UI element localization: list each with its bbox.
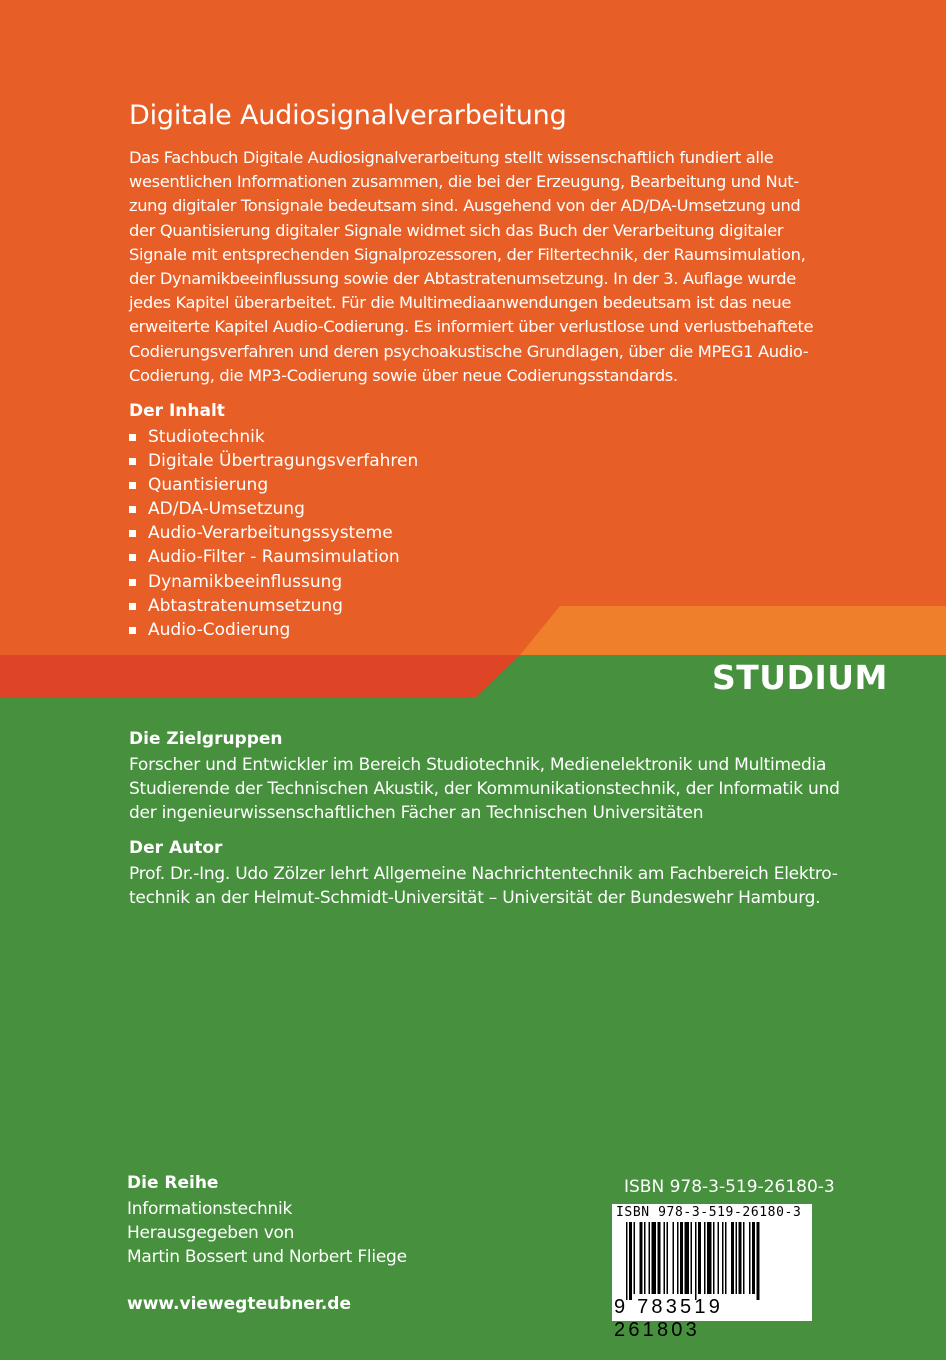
barcode-bar (652, 1222, 657, 1294)
barcode-bar (680, 1222, 683, 1294)
barcode-bar (673, 1222, 675, 1294)
barcode-bar (749, 1222, 751, 1294)
intro-paragraph: Das Fachbuch Digitale Audiosignalverarbeitung stellt wissenschaftlich fundiert alle wesentlichen Informationen zusammen, die bei der Erzeugung, Bearbeitung und Nut- zung digitaler Tonsignale bedeutsam sind. Ausgehend von der AD/DA-Umsetzung und der Quantisierung digitaler Signale widmet sich das Buch der Verarbeitung digitaler Signale mit entsprechenden Signalprozessoren, der Filtertechnik, der Raumsimulation, der Dynamikbeeinflussung sowie der Abtastratenumsetzung. In der 3. Auflage wurde jedes Kapitel überarbeitet. Für die Multimediaanwendungen bedeutsam ist das neue erweiterte Kapitel Audio-Codierung. Es informiert über verlustlose und verlustbehaftete Codierungsverfahren und deren psychoakustische Grundlagen, über die MPEG1 Audio- Codierung, die MP3-Codierung sowie über neue Codierungsstandards. (129, 148, 814, 385)
barcode-bar (698, 1222, 701, 1294)
list-item: AD/DA-Umsetzung (129, 497, 418, 521)
list-item: Quantisierung (129, 473, 418, 497)
inhalt-heading: Der Inhalt (129, 401, 225, 421)
autor-text: Prof. Dr.-Ing. Udo Zölzer lehrt Allgemeine Nachrichtentechnik am Fachbereich Elektro- technik an der Helmut-Schmidt-Universität – Universität der Bundeswehr Hamburg. (129, 864, 838, 909)
barcode-bar (640, 1222, 643, 1294)
barcode-bar (634, 1222, 636, 1294)
barcode-bar (752, 1222, 755, 1294)
book-title: Digitale Audiosignalverarbeitung (129, 100, 567, 131)
zielgruppen-heading: Die Zielgruppen (129, 729, 283, 749)
list-item: Audio-Filter - Raumsimulation (129, 545, 418, 569)
barcode-bar (713, 1222, 715, 1294)
list-item: Studiotechnik (129, 425, 418, 449)
barcode-bar (667, 1222, 669, 1294)
barcode-bar (644, 1222, 646, 1294)
barcode-bar (739, 1222, 742, 1294)
reihe-text: Informationstechnik Herausgegeben von Martin Bossert und Norbert Fliege (127, 1199, 407, 1268)
barcode-bar (704, 1222, 706, 1294)
barcode (612, 1204, 812, 1341)
barcode-bar (649, 1222, 651, 1294)
barcode-bar (718, 1222, 720, 1294)
reihe-heading: Die Reihe (127, 1173, 219, 1193)
barcode-bar (685, 1222, 690, 1294)
barcode-bar (707, 1222, 712, 1294)
autor-heading: Der Autor (129, 838, 223, 858)
barcode-bar (695, 1222, 697, 1300)
list-item: Dynamikbeeinflussung (129, 570, 418, 594)
isbn-label: ISBN 978-3-519-26180-3 (624, 1177, 835, 1197)
barcode-bar (743, 1222, 745, 1294)
barcode-bar (725, 1222, 727, 1294)
list-item: Abtastratenumsetzung (129, 594, 418, 618)
barcode-bar (664, 1222, 666, 1294)
barcode-digits: 9 783519 261803 (614, 1296, 724, 1341)
barcode-bar (691, 1222, 693, 1294)
barcode-bar (629, 1222, 632, 1300)
barcode-bar (731, 1222, 734, 1294)
inhalt-list (129, 425, 418, 642)
barcode-bar (722, 1222, 724, 1294)
studium-label: STUDIUM (712, 658, 888, 697)
list-item: Audio-Verarbeitungssysteme (129, 521, 418, 545)
barcode-bar (736, 1222, 738, 1294)
barcode-bar (677, 1222, 679, 1294)
barcode-isbn-text: ISBN 978-3-519-26180-3 (616, 1205, 802, 1220)
list-item: Audio-Codierung (129, 618, 418, 642)
list-item: Digitale Übertragungsverfahren (129, 449, 418, 473)
barcode-bar (626, 1222, 628, 1300)
zielgruppen-text: Forscher und Entwickler im Bereich Studiotechnik, Medienelektronik und Multimedia Studierende der Technischen Akustik, der Kommunikationstechnik, der Informatik und der ingenieurwissenschaftlichen Fächer an Technischen Universitäten (129, 755, 840, 824)
website-link[interactable]: www.viewegteubner.de (127, 1294, 352, 1314)
barcode-bar (757, 1222, 760, 1300)
barcode-bar (658, 1222, 661, 1294)
